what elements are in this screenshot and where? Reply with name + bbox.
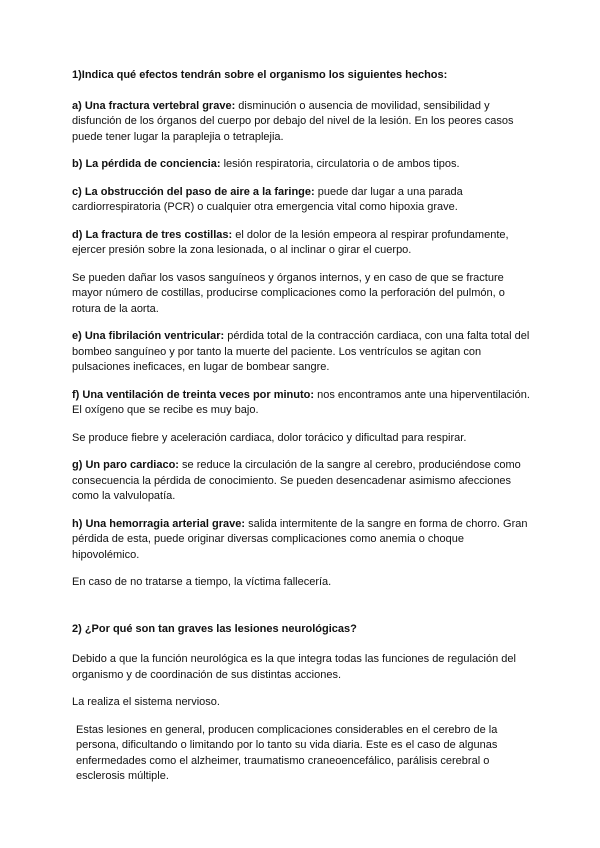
- answer-h: [72, 517, 532, 564]
- answer-c: [72, 185, 532, 216]
- answer-d-label: d) La fractura de tres costillas:: [72, 228, 233, 241]
- answer-h-text: salida intermitente de la sangre en forma de chorro. Gran pérdida de esta, puede originar diversas complicaciones como anemia o choque hipovolémico.: [72, 517, 528, 561]
- answer-a: [72, 99, 532, 146]
- answer-f-text: nos encontramos ante una hiperventilación. El oxígeno que se recibe es muy bajo.: [72, 388, 530, 416]
- answer-f: [72, 388, 532, 419]
- q2-paragraph-2: La realiza el sistema nervioso.: [72, 696, 220, 708]
- answer-g: [72, 458, 532, 505]
- answer-e-text: pérdida total de la contracción cardiaca, con una falta total del bombeo sanguíneo y por tanto la muerte del paciente. Los ventrículos se agitan con pulsaciones ineficaces, en lugar de bombear sangre.: [72, 330, 530, 373]
- answer-f-continuation: Se produce fiebre y aceleración cardiaca, dolor torácico y dificultad para respirar.: [72, 431, 467, 444]
- q2-paragraph-1: Debido a que la función neurológica es la que integra todas las funciones de regulación del organismo y de coordinación de sus distintas acciones.: [72, 653, 516, 681]
- answer-d: [72, 228, 532, 259]
- question-1-heading: 1)Indica qué efectos tendrán sobre el organismo los siguientes hechos:: [72, 69, 448, 81]
- answer-e: [72, 329, 532, 376]
- answer-d-text: el dolor de la lesión empeora al respirar profundamente, ejercer presión sobre la zona lesionada, o al inclinar o girar el cuerpo.: [72, 228, 509, 256]
- answer-e-label: e) Una fibrilación ventricular:: [72, 330, 225, 342]
- answer-b: [72, 157, 532, 173]
- answer-b-label: b) La pérdida de conciencia:: [72, 158, 221, 170]
- answer-b-text: lesión respiratoria, circulatoria o de ambos tipos.: [220, 158, 460, 170]
- answer-f-label: f) Una ventilación de treinta veces por minuto:: [72, 388, 315, 401]
- answer-a-label: a) Una fractura vertebral grave:: [72, 99, 236, 112]
- question-2-heading: 2) ¿Por qué son tan graves las lesiones neurológicas?: [72, 622, 357, 635]
- answer-c-label: c) La obstrucción del paso de aire a la faringe:: [72, 185, 315, 198]
- answer-h-continuation: En caso de no tratarse a tiempo, la víctima fallecería.: [72, 576, 332, 588]
- q2-paragraph-3: Estas lesiones en general, producen complicaciones considerables en el cerebro de la persona, dificultando o limitando por lo tanto su vida diaria. Este es el caso de algunas enfermedades como el alzheimer, traumatismo craneoencefálico, parálisis cerebral o esclerosis múltiple.: [76, 723, 498, 782]
- document-content: [72, 68, 532, 797]
- answer-g-label: g) Un paro cardiaco:: [72, 459, 179, 471]
- answer-a-text: disminución o ausencia de movilidad, sensibilidad y disfunción de los órganos del cuerpo por debajo del nivel de la lesión. En los peores casos puede tener lugar la paraplejia o tetraplejia.: [72, 99, 514, 143]
- answer-h-label: h) Una hemorragia arterial grave:: [72, 517, 246, 530]
- answer-g-text: se reduce la circulación de la sangre al cerebro, produciéndose como consecuencia la pérdida de conocimiento. Se pueden desencadenar asimismo afecciones como la valvulopatía.: [72, 459, 521, 502]
- answer-c-text: puede dar lugar a una parada cardiorrespiratoria (PCR) o cualquier otra emergencia vital como hipoxia grave.: [72, 185, 463, 213]
- answer-d-continuation: Se pueden dañar los vasos sanguíneos y órganos internos, y en caso de que se fracture mayor número de costillas, producirse complicaciones como la perforación del pulmón, o rotura de la aorta.: [72, 271, 505, 315]
